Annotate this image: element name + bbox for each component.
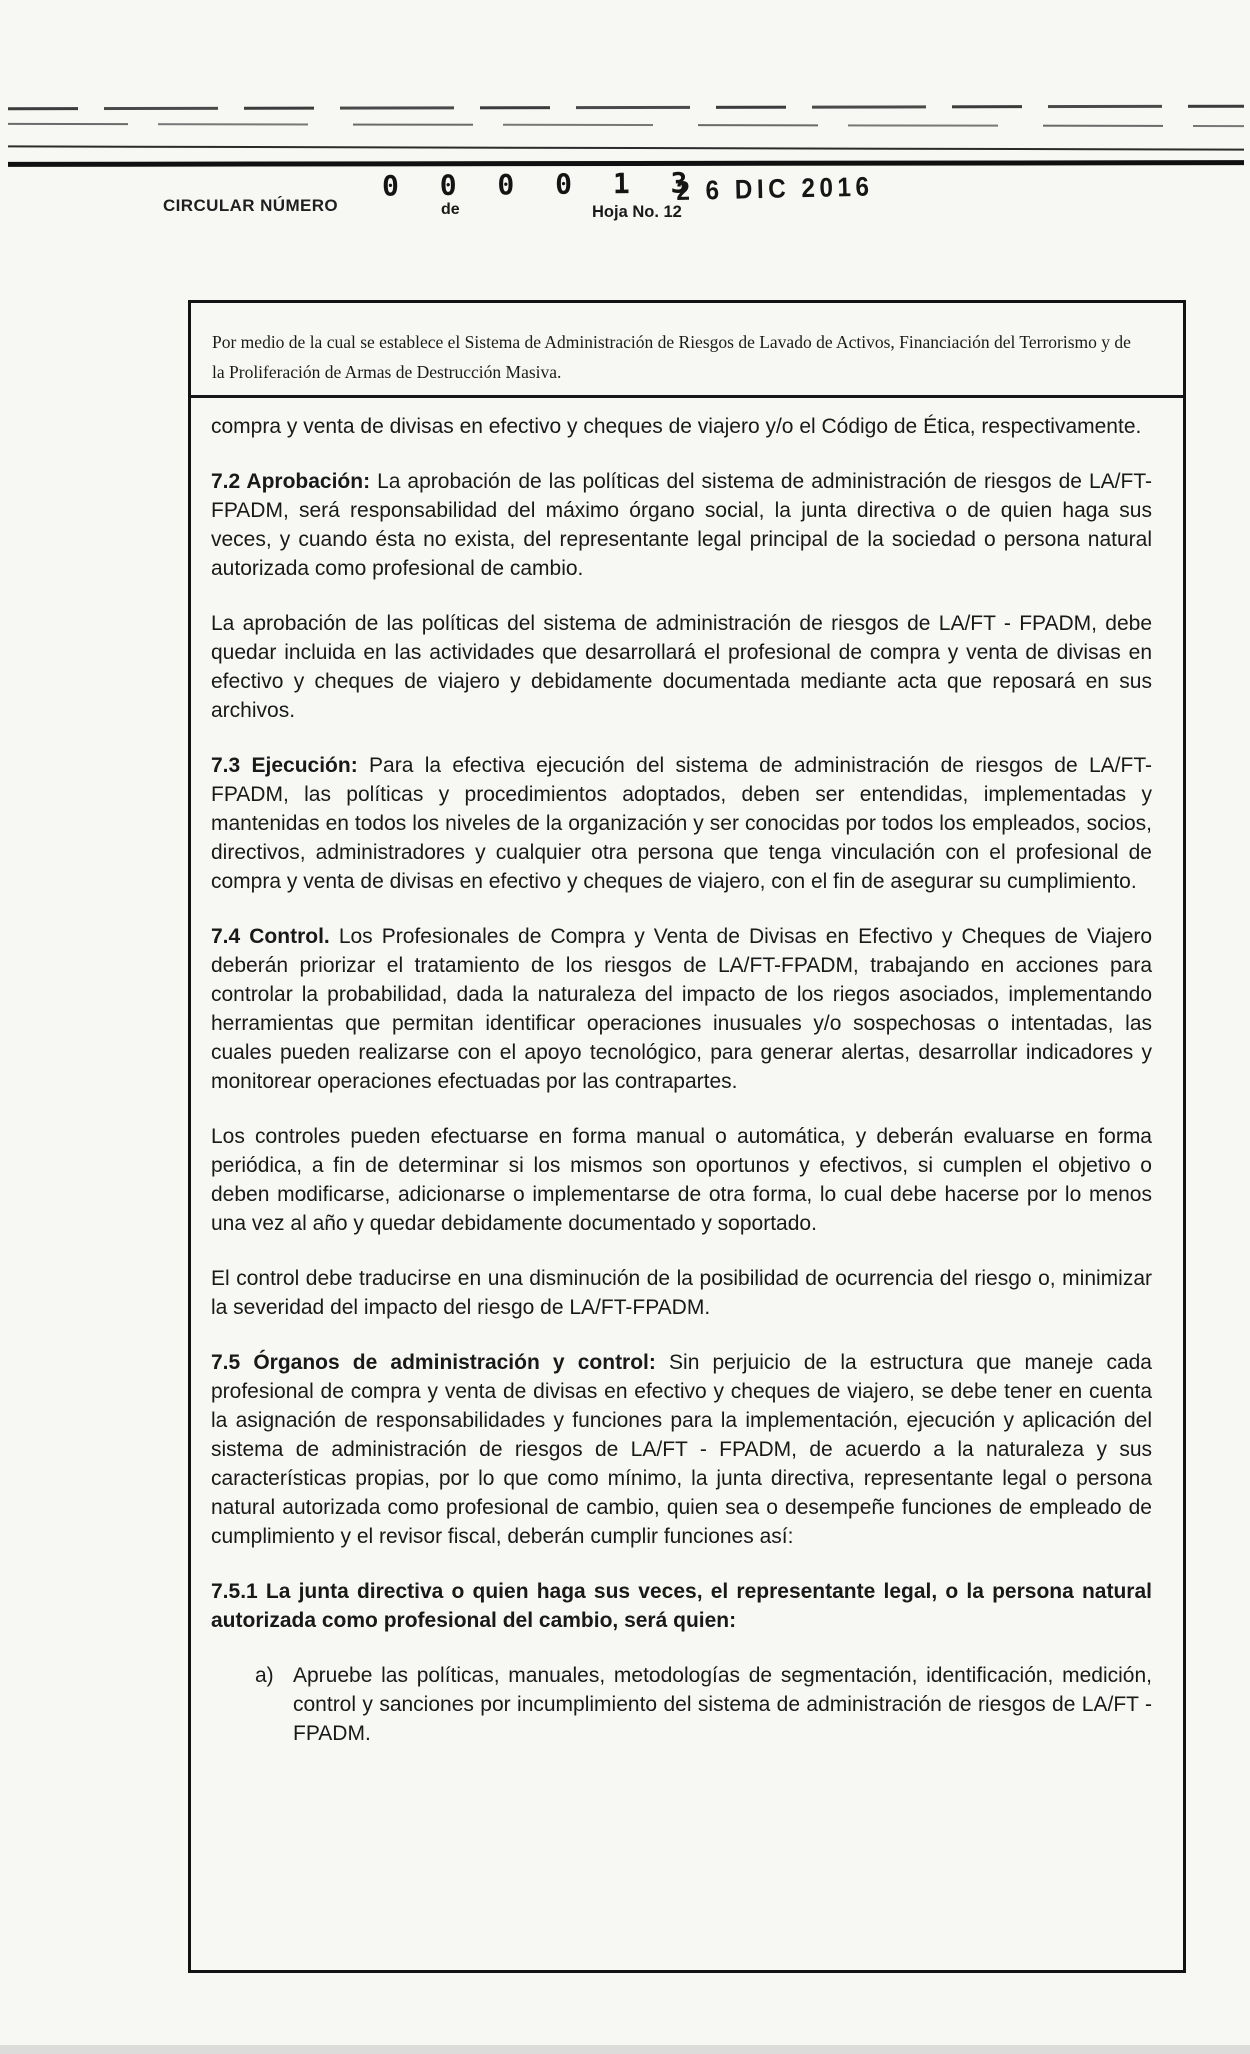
circular-number-stamp: 0 0 0 0 1 3 <box>381 166 700 203</box>
scan-line-thick <box>8 160 1244 167</box>
paragraph-7-3-ejecucion: 7.3 Ejecución: Para la efectiva ejecución del sistema de administración de riesgos de LA/FT-FPADM, las políticas y procedimientos adoptados, deben ser entendidas, implementadas y mantenidas en todos los niveles de la organización y ser conocidas por todos los empleados, socios, directivos, administradores y cualquier otra persona que tenga vinculación con el profesional de compra y venta de divisas en efectivo y cheques de viajero, con el fin de asegurar su cumplimiento. <box>211 754 1152 893</box>
page-number-label: Hoja No. 12 <box>592 203 682 221</box>
paragraph-7-5-organos: 7.5 Órganos de administración y control: Sin perjuicio de la estructura que maneje cada profesional de compra y venta de divisas en efectivo y cheques de viajero, se debe tener en cuenta la asignación de responsabilidades y funciones para la implementación, ejecución y aplicación del sistema de administración de riesgos de LA/FT - FPADM, de acuerdo a la naturaleza y sus características propias, por lo que como mínimo, la junta directiva, representante legal o persona natural autorizada como profesional de cambio, quien sea o desempeñe funciones de empleado de cumplimiento y el revisor fiscal, deberán cumplir funciones así: <box>211 1351 1152 1548</box>
paragraph-7-2-aprobacion: 7.2 Aprobación: La aprobación de las políticas del sistema de administración de riesgos de LA/FT- FPADM, será responsabilidad del máximo órgano social, la junta directiva o de quien haga sus veces, y cuando ésta no exista, del representante legal principal de la sociedad o persona natural autorizada como profesional de cambio. <box>211 470 1152 580</box>
content-box <box>188 300 1186 1973</box>
de-label: de <box>441 201 460 218</box>
date-stamp: 2 6 DIC 2016 <box>676 171 874 206</box>
circular-number-label: CIRCULAR NÚMERO <box>163 196 339 215</box>
scan-edge-artifact <box>0 2045 1250 2054</box>
paragraph-7-5-1-junta-directiva: 7.5.1 La junta directiva o quien haga sus veces, el representante legal, o la persona natural autorizada como profesional del cambio, será quien: <box>211 1580 1152 1632</box>
paragraph-control-disminucion: El control debe traducirse en una disminución de la posibilidad de ocurrencia del riesgo o, minimizar la severidad del impacto del riesgo de LA/FT-FPADM. <box>211 1267 1152 1319</box>
paragraph-continuation: compra y venta de divisas en efectivo y cheques de viajero y/o el Código de Ética, respectivamente. <box>211 415 1142 438</box>
paragraph-7-4-control: 7.4 Control. Los Profesionales de Compra y Venta de Divisas en Efectivo y Cheques de Viajero deberán priorizar el tratamiento de los riesgos de LA/FT-FPADM, trabajando en acciones para controlar la probabilidad, dada la naturaleza del impacto de los riegos asociados, implementando herramientas que permitan identificar operaciones inusuales y/o sospechosas o intentadas, las cuales pueden realizarse con el apoyo tecnológico, para generar alertas, desarrollar indicadores y monitorear operaciones efectuadas por las contrapartes. <box>211 925 1152 1093</box>
scan-line-thin <box>8 145 1244 150</box>
paragraph-controles-manuales: Los controles pueden efectuarse en forma manual o automática, y deberán evaluarse en forma periódica, a fin de determinar si los mismos son oportunos y efectivos, si cumplen el objetivo o deben modificarse, adicionarse o implementarse de otra forma, lo cual debe hacerse por lo menos una vez al año y quedar debidamente documentado y soportado. <box>211 1125 1152 1235</box>
paragraph-aprobacion-politicas: La aprobación de las políticas del sistema de administración de riesgos de LA/FT - FPADM, debe quedar incluida en las actividades que desarrollará el profesional de compra y venta de divisas en efectivo y cheques de viajero y debidamente documentada mediante acta que reposará en sus archivos. <box>211 612 1152 722</box>
scan-line-dashed-top <box>8 105 1244 111</box>
list-item-marker: a) <box>255 1664 274 1687</box>
list-item-text: Apruebe las políticas, manuales, metodologías de segmentación, identificación, medición, control y sanciones por incumplimiento del sistema de administración de riesgos de LA/FT - FPADM. <box>293 1664 1152 1745</box>
list-item-a <box>255 1661 1152 1748</box>
document-body <box>191 398 1183 1748</box>
scan-line-dashed-second <box>8 123 1244 127</box>
subject-text: Por medio de la cual se establece el Sistema de Administración de Riesgos de Lavado de Activos, Financiación del Terrorismo y de la Proliferación de Armas de Destrucción Masiva. <box>212 332 1131 382</box>
